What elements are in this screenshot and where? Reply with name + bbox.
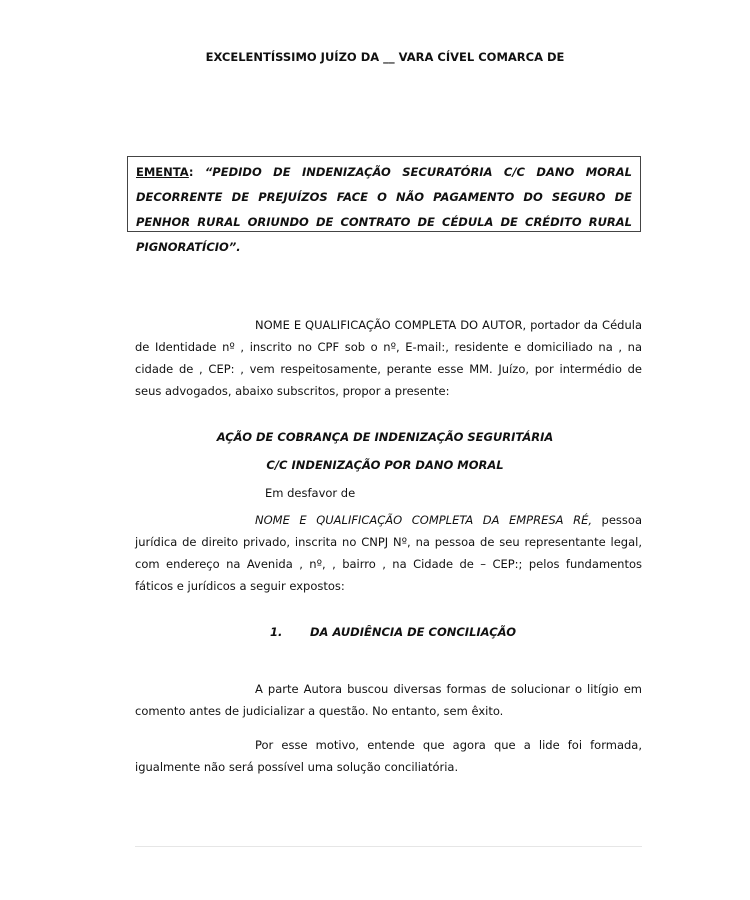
defendant-text: pessoa jurídica de direito privado, inscrita no CNPJ Nº, na pessoa de seu representante legal, com endereço na Avenida , nº, , bairro , na Cidade de – CEP:; pelos fundamentos fáticos e jurídicos a seguir expostos: (135, 513, 642, 593)
ementa-box (127, 156, 641, 254)
section-1-number: 1. (270, 625, 283, 639)
ementa-colon: : (188, 165, 205, 179)
page-divider (135, 846, 642, 847)
action-title-line2: C/C INDENIZAÇÃO POR DANO MORAL (266, 458, 504, 472)
section-1-paragraph-2-text: Por esse motivo, entende que agora que a lide foi formada, igualmente não será possível uma solução conciliatória. (135, 738, 642, 774)
section-1-paragraph-1-text: A parte Autora buscou diversas formas de solucionar o litígio em comento antes de judicializar a questão. No entanto, sem êxito. (135, 682, 642, 718)
defendant-intro: Em desfavor de (265, 486, 356, 500)
qualification-text: NOME E QUALIFICAÇÃO COMPLETA DO AUTOR, portador da Cédula de Identidade nº , inscrito no CPF sob o nº, E-mail:, residente e domiciliado na , na cidade de , CEP: , vem respeitosamente, perante esse MM. Juízo, por intermédio de seus advogados, abaixo subscritos, propor a presente: (135, 318, 642, 398)
action-title-line1: AÇÃO DE COBRANÇA DE INDENIZAÇÃO SEGURITÁRIA (216, 430, 554, 444)
defendant-name: NOME E QUALIFICAÇÃO COMPLETA DA EMPRESA RÉ, (255, 513, 592, 527)
section-1-title: DA AUDIÊNCIA DE CONCILIAÇÃO (310, 625, 516, 639)
court-heading: EXCELENTÍSSIMO JUÍZO DA __ VARA CÍVEL COMARCA DE (205, 50, 565, 64)
ementa-label: EMENTA (136, 165, 189, 179)
ementa-text: “PEDIDO DE INDENIZAÇÃO SECURATÓRIA C/C DANO MORAL DECORRENTE DE PREJUÍZOS FACE O NÃO PAGAMENTO DO SEGURO DE PENHOR RURAL ORIUNDO DE CONTRATO DE CÉDULA DE CRÉDITO RURAL PIGNORATÍCIO”. (136, 165, 632, 254)
section-1-paragraph-2 (135, 734, 642, 778)
section-1-heading (270, 625, 516, 639)
defendant-paragraph (135, 509, 642, 597)
section-1-paragraph-1 (135, 678, 642, 722)
qualification-paragraph (135, 314, 642, 402)
